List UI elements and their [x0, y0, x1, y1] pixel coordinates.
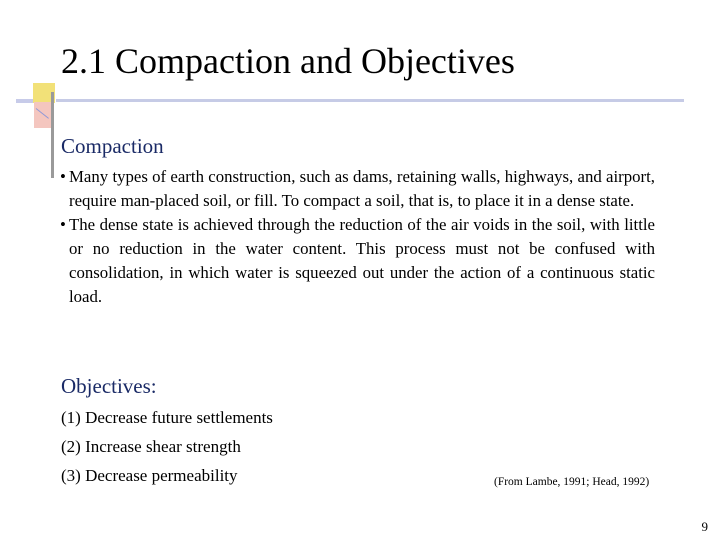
page-number: 9: [701, 519, 708, 534]
compaction-bullet-list: [60, 165, 655, 309]
source-citation: (From Lambe, 1991; Head, 1992): [494, 476, 650, 488]
compaction-bullet-text: Many types of earth construction, such as dams, retaining walls, highways, and airport, require man-placed soil, or fill. To compact a soil, that is, to place it in a dense state.: [69, 167, 655, 210]
objectives-heading: Objectives:: [61, 374, 157, 398]
compaction-bullet: [60, 213, 655, 309]
compaction-bullet-text: The dense state is achieved through the reduction of the air voids in the soil, with little or no reduction in the water content. This process must not be confused with consolidation, in which water is squeezed out under the action of a continuous static load.: [69, 215, 655, 306]
objective-item: (3) Decrease permeability: [61, 466, 238, 485]
bullet-icon: •: [60, 215, 66, 234]
objective-item: (1) Decrease future settlements: [61, 408, 273, 427]
title-underline: [56, 99, 684, 102]
left-vertical-rule: [51, 92, 54, 178]
compaction-bullet: [60, 165, 655, 213]
objectives-list: [61, 403, 273, 490]
objective-item: (2) Increase shear strength: [61, 437, 241, 456]
bullet-icon: •: [60, 167, 66, 186]
compaction-heading: Compaction: [61, 134, 164, 158]
slide-title: 2.1 Compaction and Objectives: [61, 41, 515, 81]
